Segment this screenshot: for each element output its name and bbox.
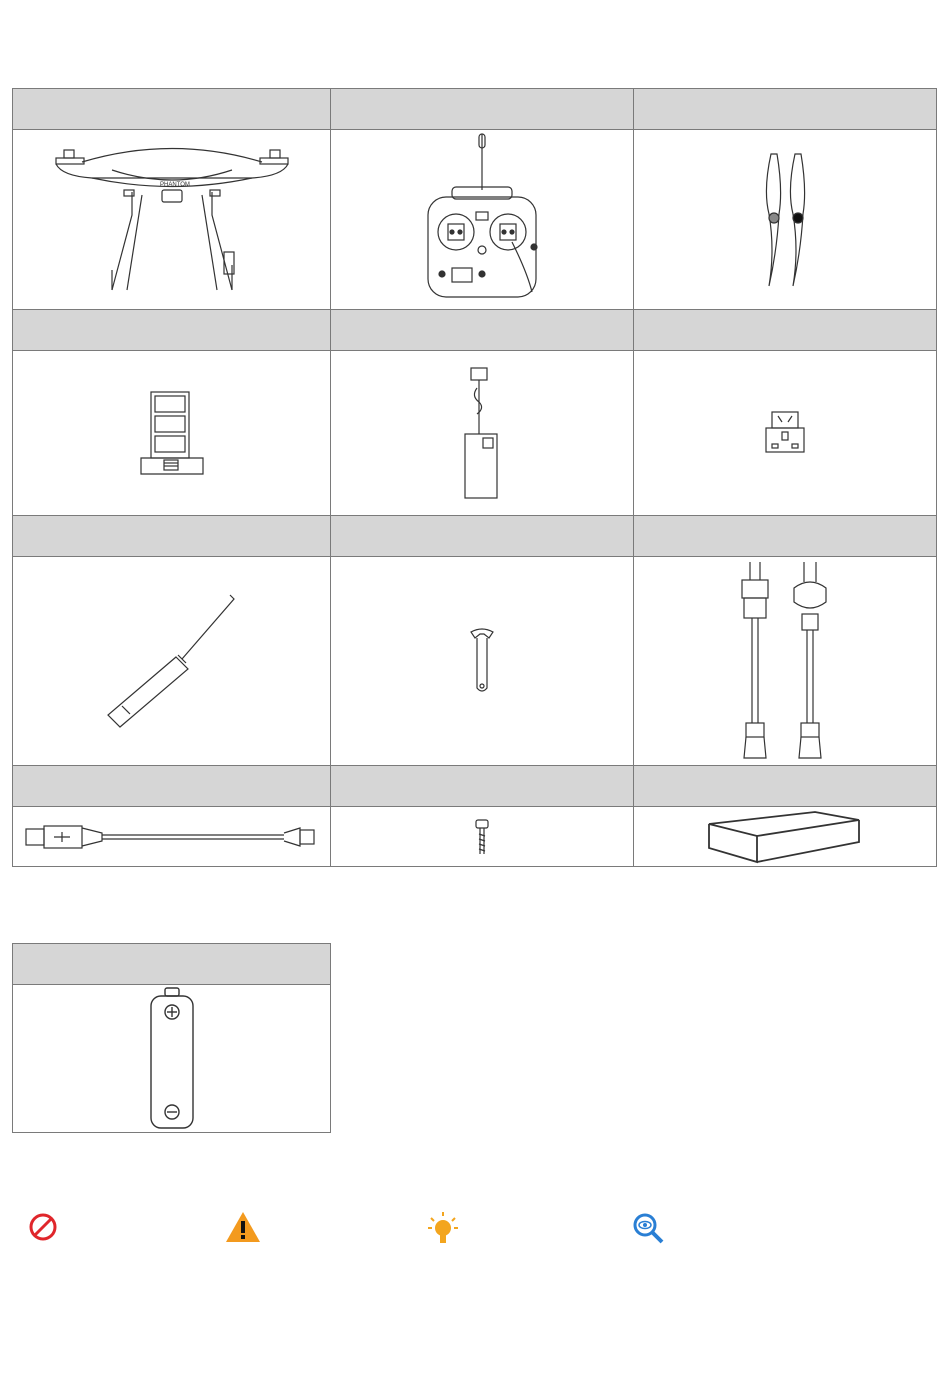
package-contents-table — [12, 88, 937, 867]
screwdriver-icon — [102, 591, 242, 731]
warning-icon — [224, 1210, 260, 1246]
tip-bulb-icon — [426, 1210, 462, 1246]
item-header-8 — [331, 516, 634, 557]
item-header-3 — [634, 89, 937, 130]
remote-controller-icon — [422, 132, 542, 307]
screw-icon — [474, 818, 490, 856]
item-header-13 — [13, 944, 331, 985]
plug-adapter-icon — [760, 408, 810, 458]
svg-text:PHANTOM: PHANTOM — [159, 181, 190, 188]
item-header-11 — [331, 766, 634, 807]
item-header-9 — [634, 516, 937, 557]
wrench-icon — [467, 626, 497, 696]
item-header-2 — [331, 89, 634, 130]
reference-magnifier-icon — [630, 1210, 666, 1246]
power-cables-icon — [730, 558, 840, 765]
propellers-icon — [755, 150, 815, 290]
item-header-10 — [13, 766, 331, 807]
aa-battery-table — [12, 943, 331, 1133]
item-header-4 — [13, 310, 331, 351]
item-header-6 — [634, 310, 937, 351]
micro-usb-cable-icon — [22, 820, 322, 854]
charger-icon — [457, 366, 507, 501]
box-icon — [705, 808, 865, 866]
aa-battery-icon — [145, 986, 199, 1132]
item-header-12 — [634, 766, 937, 807]
flight-battery-icon — [137, 388, 207, 478]
prohibited-icon — [26, 1210, 62, 1246]
item-header-1 — [13, 89, 331, 130]
aircraft-icon — [52, 140, 292, 300]
item-header-7 — [13, 516, 331, 557]
item-header-5 — [331, 310, 634, 351]
